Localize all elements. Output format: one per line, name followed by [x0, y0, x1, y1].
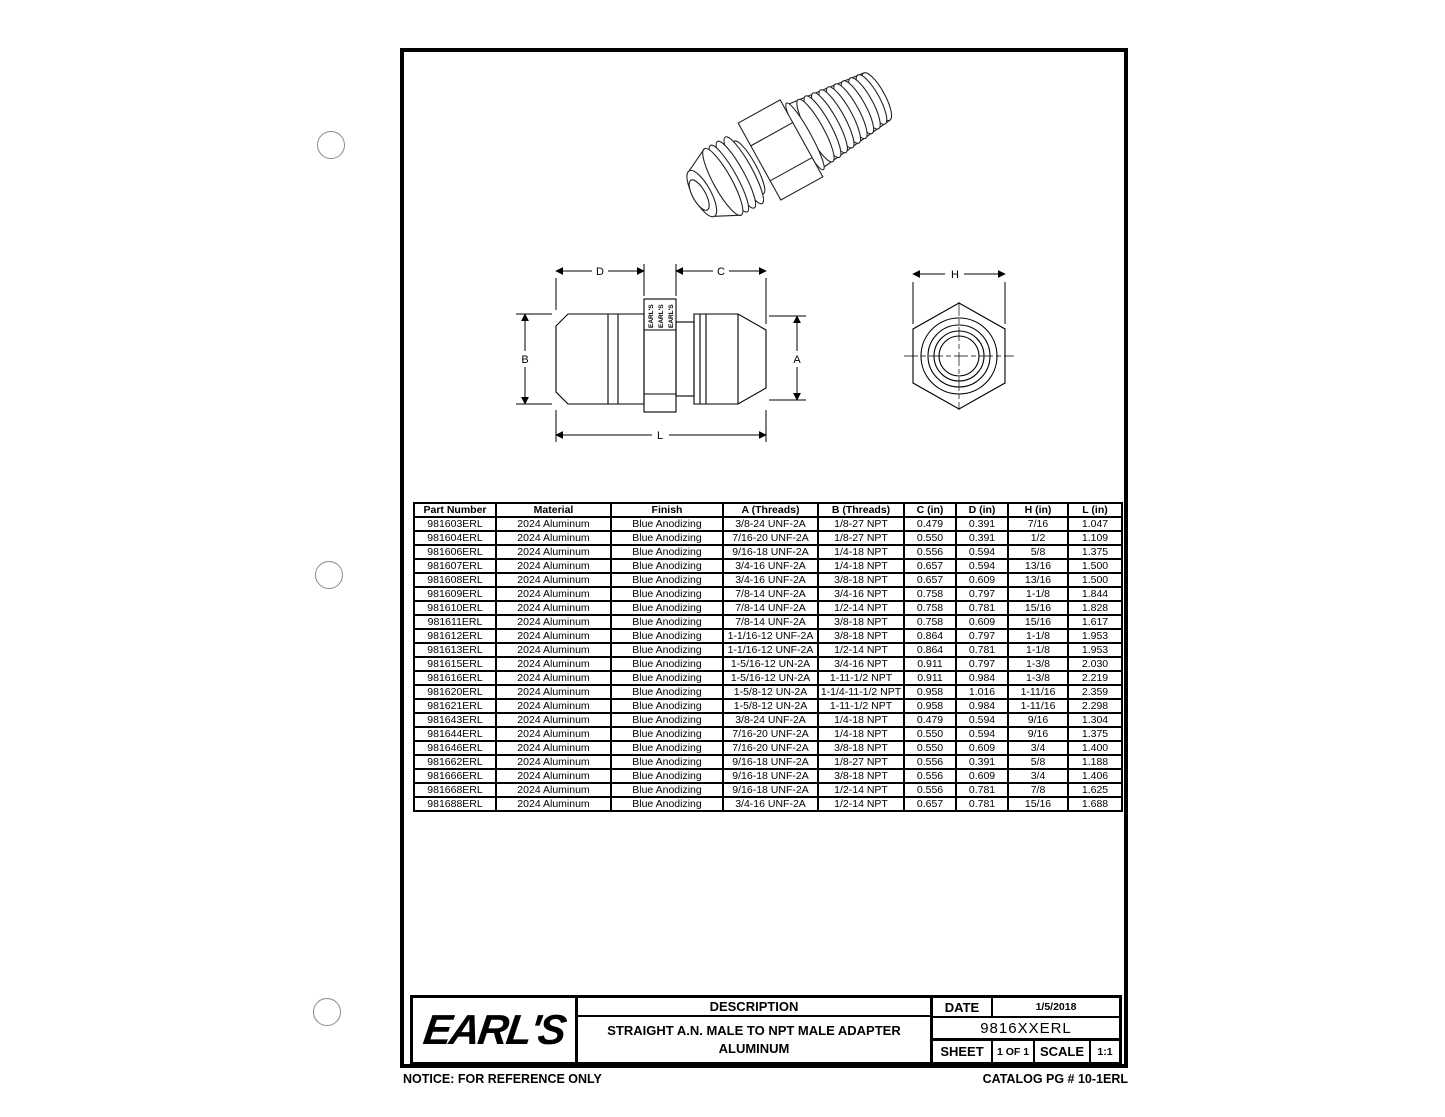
spec-row	[414, 615, 1122, 629]
spec-cell: 7/8	[1008, 783, 1068, 797]
spec-cell: 981688ERL	[414, 797, 496, 811]
dim-label-a: A	[793, 354, 801, 366]
spec-cell: 981610ERL	[414, 601, 496, 615]
spec-cell: 2024 Aluminum	[496, 671, 611, 685]
spec-cell: 981662ERL	[414, 755, 496, 769]
knurl-text: EARL'S	[648, 304, 655, 328]
spec-cell: 0.984	[956, 699, 1008, 713]
spec-cell: 7/16-20 UNF-2A	[723, 741, 818, 755]
spec-cell: 2024 Aluminum	[496, 783, 611, 797]
scale-value: 1:1	[1097, 1045, 1113, 1058]
drawing-sheet	[400, 48, 1128, 1068]
spec-cell: 1/2-14 NPT	[818, 783, 904, 797]
spec-cell: Blue Anodizing	[611, 573, 723, 587]
spec-table-body	[414, 517, 1122, 811]
spec-cell: Blue Anodizing	[611, 657, 723, 671]
spec-cell: 0.958	[904, 685, 956, 699]
spec-cell: 7/8-14 UNF-2A	[723, 601, 818, 615]
spec-cell: 1.500	[1068, 559, 1122, 573]
spec-cell: 981668ERL	[414, 783, 496, 797]
knurl-engraving	[648, 304, 675, 328]
spec-cell: Blue Anodizing	[611, 531, 723, 545]
spec-cell: 1/4-18 NPT	[818, 713, 904, 727]
spec-cell: 3/8-18 NPT	[818, 741, 904, 755]
spec-cell: 3/8-18 NPT	[818, 769, 904, 783]
spec-cell: 0.550	[904, 727, 956, 741]
spec-cell: 1-1/16-12 UNF-2A	[723, 629, 818, 643]
spec-cell: 0.781	[956, 783, 1008, 797]
spec-cell: Blue Anodizing	[611, 545, 723, 559]
spec-cell: 2024 Aluminum	[496, 699, 611, 713]
spec-cell: 0.657	[904, 559, 956, 573]
spec-row	[414, 657, 1122, 671]
spec-cell: 981611ERL	[414, 615, 496, 629]
spec-cell: 1.953	[1068, 643, 1122, 657]
spec-cell: 981613ERL	[414, 643, 496, 657]
spec-cell: 1.016	[956, 685, 1008, 699]
spec-cell: 981607ERL	[414, 559, 496, 573]
spec-cell: 7/16-20 UNF-2A	[723, 727, 818, 741]
spec-cell: 0.984	[956, 671, 1008, 685]
spec-row	[414, 741, 1122, 755]
dim-label-c: C	[717, 266, 725, 278]
spec-cell: 2024 Aluminum	[496, 797, 611, 811]
knurl-text: EARL'S	[658, 304, 665, 328]
spec-cell: 981606ERL	[414, 545, 496, 559]
spec-col-header: Finish	[611, 503, 723, 517]
spec-cell: Blue Anodizing	[611, 615, 723, 629]
spec-cell: Blue Anodizing	[611, 741, 723, 755]
spec-cell: 1-5/16-12 UN-2A	[723, 657, 818, 671]
spec-cell: Blue Anodizing	[611, 755, 723, 769]
spec-cell: 3/4-16 UNF-2A	[723, 573, 818, 587]
spec-row	[414, 671, 1122, 685]
spec-cell: 2024 Aluminum	[496, 517, 611, 531]
spec-col-header: B (Threads)	[818, 503, 904, 517]
spec-cell: 0.797	[956, 657, 1008, 671]
spec-cell: 5/8	[1008, 545, 1068, 559]
spec-cell: 0.479	[904, 713, 956, 727]
earls-logo-text: EARL'S	[420, 1006, 568, 1053]
spec-cell: 15/16	[1008, 601, 1068, 615]
spec-cell: 7/16-20 UNF-2A	[723, 531, 818, 545]
dim-label-h: H	[951, 269, 959, 281]
spec-cell: 1.109	[1068, 531, 1122, 545]
spec-cell: 2.359	[1068, 685, 1122, 699]
spec-cell: 0.781	[956, 643, 1008, 657]
spec-cell: 0.758	[904, 587, 956, 601]
spec-cell: 1.953	[1068, 629, 1122, 643]
spec-cell: 13/16	[1008, 573, 1068, 587]
spec-row	[414, 699, 1122, 713]
spec-cell: 1.688	[1068, 797, 1122, 811]
spec-cell: 1-1/8	[1008, 587, 1068, 601]
end-view	[904, 302, 1014, 410]
spec-cell: 7/16	[1008, 517, 1068, 531]
spec-cell: 0.864	[904, 629, 956, 643]
date-label: DATE	[933, 998, 993, 1016]
spec-cell: 0.556	[904, 783, 956, 797]
spec-cell: 1.500	[1068, 573, 1122, 587]
spec-cell: 2024 Aluminum	[496, 657, 611, 671]
spec-row	[414, 629, 1122, 643]
spec-cell: Blue Anodizing	[611, 517, 723, 531]
spec-cell: 1/2-14 NPT	[818, 643, 904, 657]
spec-cell: 0.911	[904, 657, 956, 671]
spec-row	[414, 713, 1122, 727]
isometric-view	[672, 70, 896, 218]
spec-cell: 1/8-27 NPT	[818, 755, 904, 769]
spec-cell: 981643ERL	[414, 713, 496, 727]
spec-row	[414, 545, 1122, 559]
spec-cell: 0.391	[956, 531, 1008, 545]
spec-cell: 2024 Aluminum	[496, 587, 611, 601]
spec-col-header: D (in)	[956, 503, 1008, 517]
spec-row	[414, 573, 1122, 587]
spec-row	[414, 727, 1122, 741]
date-value: 1/5/2018	[1035, 1001, 1077, 1013]
spec-cell: 0.657	[904, 573, 956, 587]
spec-cell: 1-11-1/2 NPT	[818, 671, 904, 685]
spec-cell: 0.797	[956, 629, 1008, 643]
spec-cell: 3/4-16 NPT	[818, 657, 904, 671]
spec-cell: 0.391	[956, 517, 1008, 531]
spec-cell: 2024 Aluminum	[496, 629, 611, 643]
spec-cell: 0.911	[904, 671, 956, 685]
spec-cell: 981609ERL	[414, 587, 496, 601]
spec-col-header: Part Number	[414, 503, 496, 517]
spec-cell: 1.406	[1068, 769, 1122, 783]
spec-row	[414, 587, 1122, 601]
spec-row	[414, 643, 1122, 657]
dim-label-b: B	[521, 354, 529, 366]
spec-cell: 9/16-18 UNF-2A	[723, 783, 818, 797]
spec-cell: 0.556	[904, 545, 956, 559]
spec-cell: 1-5/16-12 UN-2A	[723, 671, 818, 685]
spec-cell: 3/4-16 UNF-2A	[723, 559, 818, 573]
sheet-label: SHEET	[933, 1041, 993, 1062]
spec-cell: Blue Anodizing	[611, 783, 723, 797]
spec-cell: 981603ERL	[414, 517, 496, 531]
spec-cell: 2024 Aluminum	[496, 601, 611, 615]
spec-cell: 1-5/8-12 UN-2A	[723, 685, 818, 699]
spec-cell: Blue Anodizing	[611, 601, 723, 615]
spec-cell: Blue Anodizing	[611, 587, 723, 601]
spec-cell: 981612ERL	[414, 629, 496, 643]
spec-cell: 2024 Aluminum	[496, 713, 611, 727]
spec-cell: 1/8-27 NPT	[818, 531, 904, 545]
spec-cell: 2024 Aluminum	[496, 769, 611, 783]
spec-cell: 3/8-18 NPT	[818, 615, 904, 629]
spec-cell: Blue Anodizing	[611, 671, 723, 685]
punch-hole-top	[317, 131, 345, 159]
earls-logo	[413, 998, 578, 1062]
spec-cell: 0.609	[956, 741, 1008, 755]
spec-cell: 2.298	[1068, 699, 1122, 713]
spec-cell: 981608ERL	[414, 573, 496, 587]
spec-cell: 1.617	[1068, 615, 1122, 629]
spec-cell: 2024 Aluminum	[496, 615, 611, 629]
spec-cell: 981620ERL	[414, 685, 496, 699]
spec-cell: Blue Anodizing	[611, 629, 723, 643]
spec-cell: 3/8-18 NPT	[818, 629, 904, 643]
spec-cell: 9/16	[1008, 713, 1068, 727]
spec-cell: 9/16	[1008, 727, 1068, 741]
spec-cell: 3/8-18 NPT	[818, 573, 904, 587]
spec-cell: 0.479	[904, 517, 956, 531]
spec-cell: 0.781	[956, 601, 1008, 615]
spec-cell: 1.047	[1068, 517, 1122, 531]
spec-cell: 1.828	[1068, 601, 1122, 615]
spec-cell: 2.030	[1068, 657, 1122, 671]
spec-header-row	[414, 503, 1122, 517]
spec-row	[414, 559, 1122, 573]
spec-cell: 981616ERL	[414, 671, 496, 685]
spec-cell: 0.609	[956, 769, 1008, 783]
spec-cell: 1-5/8-12 UN-2A	[723, 699, 818, 713]
spec-cell: 1/2-14 NPT	[818, 601, 904, 615]
spec-cell: 0.594	[956, 559, 1008, 573]
spec-cell: 9/16-18 UNF-2A	[723, 769, 818, 783]
spec-cell: 981666ERL	[414, 769, 496, 783]
sheet-value: 1 OF 1	[993, 1041, 1035, 1062]
spec-cell: 1.188	[1068, 755, 1122, 769]
title-block	[410, 995, 1122, 1065]
spec-cell: 3/8-24 UNF-2A	[723, 713, 818, 727]
spec-cell: 3/4-16 NPT	[818, 587, 904, 601]
spec-cell: 1-3/8	[1008, 671, 1068, 685]
spec-cell: 2024 Aluminum	[496, 573, 611, 587]
dim-label-d: D	[596, 266, 604, 278]
spec-cell: 2024 Aluminum	[496, 531, 611, 545]
spec-cell: 9/16-18 UNF-2A	[723, 545, 818, 559]
spec-cell: 1-1/16-12 UNF-2A	[723, 643, 818, 657]
spec-cell: 9/16-18 UNF-2A	[723, 755, 818, 769]
spec-cell: 1.304	[1068, 713, 1122, 727]
spec-cell: 0.657	[904, 797, 956, 811]
description-cell	[578, 998, 930, 1062]
dimension-drawing	[504, 252, 1044, 462]
spec-cell: 1.625	[1068, 783, 1122, 797]
title-block-right	[930, 998, 1119, 1062]
spec-cell: 981646ERL	[414, 741, 496, 755]
spec-cell: 1-3/8	[1008, 657, 1068, 671]
spec-cell: 3/4	[1008, 769, 1068, 783]
spec-cell: 1/4-18 NPT	[818, 727, 904, 741]
spec-cell: Blue Anodizing	[611, 699, 723, 713]
punch-hole-middle	[315, 561, 343, 589]
spec-cell: 0.758	[904, 601, 956, 615]
spec-cell: Blue Anodizing	[611, 797, 723, 811]
spec-cell: 3/4-16 UNF-2A	[723, 797, 818, 811]
spec-cell: 981615ERL	[414, 657, 496, 671]
spec-cell: 7/8-14 UNF-2A	[723, 587, 818, 601]
spec-cell: 1/2-14 NPT	[818, 797, 904, 811]
spec-cell: 1/8-27 NPT	[818, 517, 904, 531]
spec-cell: 1-11/16	[1008, 685, 1068, 699]
spec-cell: 2024 Aluminum	[496, 559, 611, 573]
spec-row	[414, 797, 1122, 811]
spec-cell: 0.958	[904, 699, 956, 713]
spec-cell: Blue Anodizing	[611, 713, 723, 727]
spec-cell: 2024 Aluminum	[496, 755, 611, 769]
spec-row	[414, 755, 1122, 769]
spec-cell: 981621ERL	[414, 699, 496, 713]
spec-cell: 0.550	[904, 741, 956, 755]
spec-cell: 15/16	[1008, 797, 1068, 811]
spec-cell: 0.550	[904, 531, 956, 545]
spec-cell: 1.844	[1068, 587, 1122, 601]
dim-label-l: L	[656, 430, 664, 442]
spec-cell: 0.556	[904, 769, 956, 783]
spec-cell: 3/4	[1008, 741, 1068, 755]
spec-cell: 2024 Aluminum	[496, 741, 611, 755]
spec-cell: 1.375	[1068, 727, 1122, 741]
knurl-text: EARL'S	[668, 304, 675, 328]
spec-cell: 1.400	[1068, 741, 1122, 755]
spec-cell: 981604ERL	[414, 531, 496, 545]
scale-label: SCALE	[1035, 1041, 1091, 1062]
spec-cell: 1/4-18 NPT	[818, 545, 904, 559]
spec-cell: 1/4-18 NPT	[818, 559, 904, 573]
spec-col-header: H (in)	[1008, 503, 1068, 517]
spec-cell: 0.758	[904, 615, 956, 629]
catalog-ref: CATALOG PG # 10-1ERL	[982, 1072, 1128, 1086]
notice-text: NOTICE: FOR REFERENCE ONLY	[403, 1072, 602, 1086]
spec-row	[414, 685, 1122, 699]
spec-col-header: C (in)	[904, 503, 956, 517]
spec-cell: 3/8-24 UNF-2A	[723, 517, 818, 531]
spec-cell: 2024 Aluminum	[496, 643, 611, 657]
spec-cell: 2024 Aluminum	[496, 685, 611, 699]
spec-cell: 5/8	[1008, 755, 1068, 769]
spec-cell: Blue Anodizing	[611, 685, 723, 699]
spec-cell: 1-11-1/2 NPT	[818, 699, 904, 713]
spec-row	[414, 517, 1122, 531]
spec-cell: 0.594	[956, 713, 1008, 727]
spec-row	[414, 531, 1122, 545]
spec-col-header: A (Threads)	[723, 503, 818, 517]
spec-cell: Blue Anodizing	[611, 559, 723, 573]
spec-cell: 7/8-14 UNF-2A	[723, 615, 818, 629]
spec-cell: Blue Anodizing	[611, 727, 723, 741]
spec-cell: 1/2	[1008, 531, 1068, 545]
spec-cell: 1-1/8	[1008, 643, 1068, 657]
spec-cell: 2024 Aluminum	[496, 545, 611, 559]
description-header: DESCRIPTION	[578, 998, 930, 1017]
dimension-lines	[516, 264, 1005, 442]
spec-cell: 13/16	[1008, 559, 1068, 573]
spec-cell: Blue Anodizing	[611, 643, 723, 657]
spec-cell: 2024 Aluminum	[496, 727, 611, 741]
spec-cell: 0.609	[956, 573, 1008, 587]
spec-col-header: L (in)	[1068, 503, 1122, 517]
spec-cell: 0.781	[956, 797, 1008, 811]
spec-cell: 2.219	[1068, 671, 1122, 685]
spec-cell: 981644ERL	[414, 727, 496, 741]
spec-cell: 1-1/8	[1008, 629, 1068, 643]
spec-col-header: Material	[496, 503, 611, 517]
spec-cell: 0.864	[904, 643, 956, 657]
spec-cell: 0.391	[956, 755, 1008, 769]
spec-row	[414, 783, 1122, 797]
description-line1: STRAIGHT A.N. MALE TO NPT MALE ADAPTER	[607, 1023, 901, 1038]
description-line2: ALUMINUM	[718, 1041, 790, 1056]
spec-cell: 0.609	[956, 615, 1008, 629]
spec-cell: Blue Anodizing	[611, 769, 723, 783]
spec-cell: 1.375	[1068, 545, 1122, 559]
spec-row	[414, 769, 1122, 783]
punch-hole-bottom	[313, 998, 341, 1026]
spec-cell: 0.556	[904, 755, 956, 769]
spec-cell: 1-1/4-11-1/2 NPT	[818, 685, 904, 699]
spec-cell: 0.594	[956, 545, 1008, 559]
part-family-number: 9816XXERL	[933, 1018, 1119, 1041]
spec-cell: 15/16	[1008, 615, 1068, 629]
spec-table	[414, 503, 1122, 811]
spec-cell: 0.797	[956, 587, 1008, 601]
spec-row	[414, 601, 1122, 615]
spec-cell: 1-11/16	[1008, 699, 1068, 713]
spec-cell: 0.594	[956, 727, 1008, 741]
